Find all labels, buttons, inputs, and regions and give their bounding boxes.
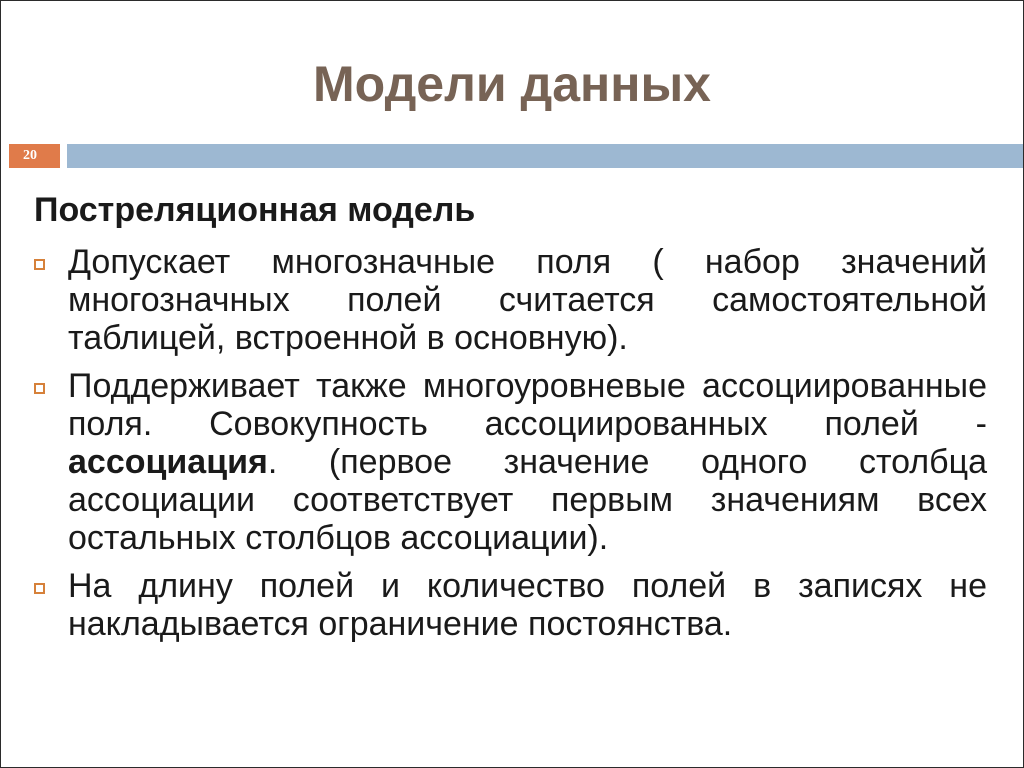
bullet-item-2 bbox=[31, 367, 987, 557]
section-heading: Постреляционная модель bbox=[34, 191, 476, 229]
hollow-square-bullet-icon bbox=[34, 259, 45, 270]
bullet-text-before: Поддерживает также многоуровневые ассоциированные поля. Совокупность ассоциированных полей - bbox=[68, 367, 987, 443]
bullet-bold-term: ассоциация bbox=[68, 443, 268, 481]
slide-number: 20 bbox=[9, 144, 60, 168]
hollow-square-bullet-icon bbox=[34, 583, 45, 594]
slide-title: Модели данных bbox=[313, 56, 711, 112]
header-bar bbox=[67, 144, 1023, 168]
bullet-text-after: . (первое значение одного столбца ассоциации соответствует первым значениям всех остальных столбцов ассоциации). bbox=[68, 443, 987, 557]
bullet-text: Допускает многозначные поля ( набор значений многозначных полей считается самостоятельной таблицей, встроенной в основную). bbox=[68, 243, 987, 357]
bullet-item-3 bbox=[31, 567, 987, 643]
hollow-square-bullet-icon bbox=[34, 383, 45, 394]
bullet-list bbox=[31, 243, 987, 653]
bullet-text: На длину полей и количество полей в записях не накладывается ограничение постоянства. bbox=[68, 567, 987, 643]
bullet-item-1 bbox=[31, 243, 987, 357]
